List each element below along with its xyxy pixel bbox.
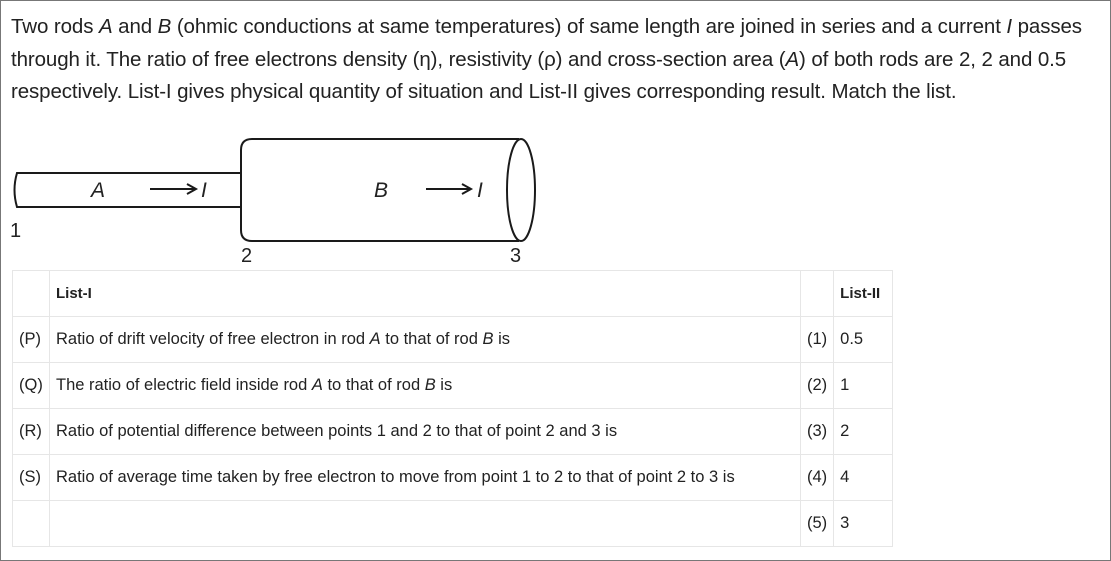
current-label-b: I: [477, 179, 483, 202]
table-header-row: [13, 271, 893, 317]
question-part: passes through it. The ratio of free electrons density (η), resistivity (ρ) and cross-section area (: [11, 15, 1082, 71]
question-part: (ohmic conductions at same temperatures) of same length are joined in series and a current: [171, 15, 1007, 38]
item-text: is: [435, 376, 453, 394]
table-row: [13, 501, 893, 547]
option-number: (3): [801, 409, 834, 455]
option-value: 4: [834, 455, 893, 501]
rod-b-symbol: B: [424, 376, 436, 394]
rods-diagram: [1, 133, 561, 273]
option-value: 0.5: [834, 317, 893, 363]
option-number: (4): [801, 455, 834, 501]
list-1-item: Ratio of average time taken by free electron to move from point 1 to 2 to that of point 2 to 3 is: [50, 455, 801, 501]
table-row: [13, 409, 893, 455]
row-label: [13, 501, 50, 547]
option-number: (2): [801, 363, 834, 409]
option-value: 2: [834, 409, 893, 455]
rod-a-label: A: [91, 179, 106, 202]
table-row: [13, 455, 893, 501]
item-text: The ratio of electric field inside rod: [56, 376, 312, 394]
match-table: [12, 270, 893, 547]
option-value: 3: [834, 501, 893, 547]
item-text: is: [493, 330, 510, 348]
point-3-label: 3: [510, 245, 522, 267]
table-cell: [13, 271, 50, 317]
option-number: (5): [801, 501, 834, 547]
arrow-icon: [150, 184, 196, 194]
point-1-label: 1: [10, 220, 22, 242]
question-part: Two rods: [11, 15, 99, 38]
table-row: [13, 363, 893, 409]
question-text: [11, 11, 1106, 109]
item-text: to that of rod: [322, 376, 425, 394]
item-text: Ratio of drift velocity of free electron in rod: [56, 330, 370, 348]
rod-a-outline: [15, 173, 243, 207]
table-row: [13, 317, 893, 363]
option-number: (1): [801, 317, 834, 363]
table-cell: [801, 271, 834, 317]
rod-b-label: B: [374, 179, 389, 202]
list-1-item: [50, 317, 801, 363]
item-text: to that of rod: [380, 330, 483, 348]
list-1-heading: List-I: [50, 271, 801, 317]
rod-b-end-face: [507, 139, 535, 241]
row-label: (P): [13, 317, 50, 363]
row-label: (Q): [13, 363, 50, 409]
row-label: (R): [13, 409, 50, 455]
arrow-icon: [426, 184, 471, 194]
rod-b-symbol: B: [157, 15, 172, 38]
area-symbol: A: [785, 47, 800, 71]
list-1-item: [50, 363, 801, 409]
current-label-a: I: [201, 179, 207, 202]
point-2-label: 2: [241, 245, 253, 267]
row-label: (S): [13, 455, 50, 501]
question-part: ) of both rods are 2, 2 and 0.5 respectively. List-I gives physical quantity of situation and List-II gives corresponding result. Match the list.: [11, 47, 1067, 103]
rod-a-symbol: A: [369, 330, 381, 348]
list-1-item: [50, 501, 801, 547]
rod-b-symbol: B: [482, 330, 494, 348]
rod-a-symbol: A: [98, 15, 113, 38]
rod-a-symbol: A: [311, 376, 323, 394]
current-symbol: I: [1006, 15, 1012, 38]
list-1-item: Ratio of potential difference between points 1 and 2 to that of point 2 and 3 is: [50, 409, 801, 455]
list-2-heading: List-II: [834, 271, 893, 317]
question-part: and: [112, 15, 158, 38]
option-value: 1: [834, 363, 893, 409]
